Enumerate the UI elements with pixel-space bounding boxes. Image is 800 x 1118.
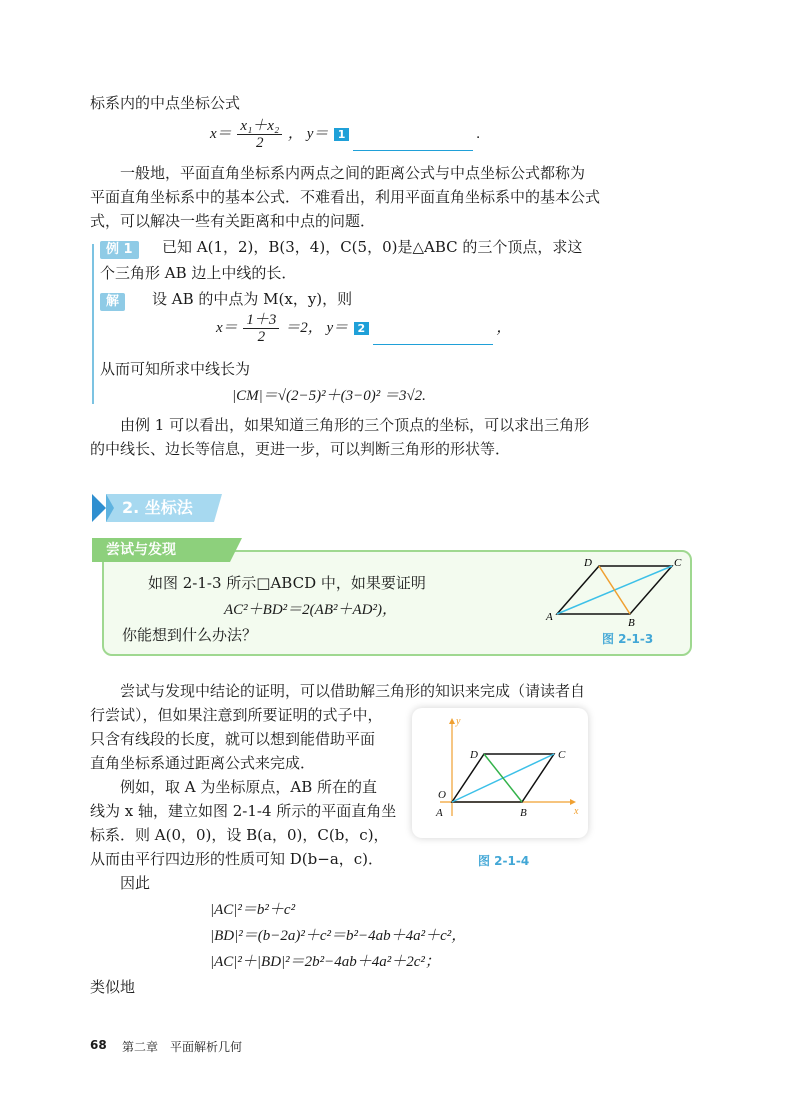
label-o: O — [438, 789, 446, 801]
solution-label: 解 — [100, 293, 125, 311]
text-line: 类似地 — [90, 978, 136, 996]
text-line: 标系内的中点坐标公式 — [90, 94, 241, 112]
try-formula: AC²＋BD²＝2(AB²＋AD²)， — [224, 602, 397, 618]
y-equals: y＝ — [306, 125, 329, 142]
text-line: 行尝试），但如果注意到所要证明的式子中， — [90, 706, 383, 724]
fraction-numerator: 1＋3 — [243, 312, 279, 329]
blank-number-box: 2 — [354, 322, 369, 335]
text-line: 从而可知所求中线长为 — [100, 360, 251, 378]
text-line: 个三角形 AB 边上中线的长． — [100, 264, 297, 282]
example-label: 例 1 — [100, 241, 139, 259]
text-line: 如图 2-1-3 所示□ABCD 中，如果要证明 — [148, 574, 426, 592]
blank-number-box: 1 — [334, 128, 349, 141]
label-d: D — [470, 749, 478, 761]
text-line: 线为 x 轴，建立如图 2-1-4 所示的平面直角坐 — [90, 802, 397, 820]
text-line: 的中线长、边长等信息，更进一步，可以判断三角形的形状等． — [90, 440, 511, 458]
label-d: D — [584, 558, 592, 569]
text-line: 平面直角坐标系中的基本公式．不难看出，利用平面直角坐标系中的基本公式 — [90, 188, 601, 206]
label-b: B — [520, 807, 527, 819]
text-line: 已知 A(1，2)，B(3，4)，C(5，0)是△ABC 的三个顶点，求这 — [162, 238, 583, 256]
figure-caption: 图 2-1-4 — [478, 854, 530, 868]
period: . — [476, 125, 481, 142]
example-sidebar — [92, 244, 94, 404]
x-equals: x＝ — [216, 319, 238, 336]
fraction-denominator: 2 — [257, 329, 266, 345]
label-c: C — [558, 749, 566, 761]
axis-label-y: y — [456, 716, 461, 727]
text-line: 直角坐标系通过距离公式来完成． — [90, 754, 316, 772]
comma: ， — [496, 319, 512, 336]
label-a: A — [436, 807, 443, 819]
blank-line — [353, 138, 473, 151]
axis-label-x: x — [574, 806, 579, 817]
y-equals: y＝ — [326, 319, 349, 336]
try-tab — [92, 538, 242, 562]
figure-2-1-4 — [412, 708, 588, 838]
x-equals: x＝ — [210, 125, 232, 142]
separator: ， — [287, 125, 303, 142]
result: ＝2， — [285, 319, 323, 336]
text-line: 标系．则 A(0，0)，设 B(a，0)，C(b，c)， — [90, 826, 389, 844]
text-line: 一般地，平面直角坐标系内两点之间的距离公式与中点坐标公式都称为 — [120, 164, 586, 182]
chapter-title: 第二章 平面解析几何 — [122, 1040, 243, 1054]
text-line: 例如，取 A 为坐标原点，AB 所在的直 — [120, 778, 377, 796]
cm-formula: |CM|＝√(2−5)²＋(3−0)² ＝3√2. — [232, 388, 426, 404]
equation: |AC|²＝b²＋c² — [210, 902, 296, 918]
figure-2-1-4-card — [412, 708, 588, 838]
text-line: 因此 — [120, 874, 151, 892]
label-b: B — [628, 617, 635, 628]
equation: |AC|²＋|BD|²＝2b²−4ab＋4a²＋2c²； — [210, 954, 440, 970]
text-line: 只含有线段的长度，就可以想到能借助平面 — [90, 730, 376, 748]
figure-caption: 图 2-1-3 — [602, 632, 654, 646]
text-line: 式，可以解决一些有关距离和中点的问题． — [90, 212, 376, 230]
text-line: 你能想到什么办法？ — [122, 626, 258, 644]
example-tag — [100, 238, 139, 259]
fraction-numerator: x₁＋x₂ — [237, 118, 282, 135]
tab-label: 尝试与发现 — [106, 542, 176, 558]
text-line: 尝试与发现中结论的证明，可以借助解三角形的知识来完成（请读者自 — [120, 682, 586, 700]
text-line: 由例 1 可以看出，如果知道三角形的三个顶点的坐标，可以求出三角形 — [120, 416, 590, 434]
try-discover-box — [92, 538, 692, 656]
solution-formula — [216, 312, 511, 345]
solution-tag — [100, 290, 125, 311]
blank-line — [373, 332, 493, 345]
text-line: 从而由平行四边形的性质可知 D(b−a，c)． — [90, 850, 384, 868]
section-title: 2. 坐标法 — [122, 498, 193, 517]
section-banner — [92, 494, 222, 522]
fraction-denominator: 2 — [256, 135, 264, 151]
equation: |BD|²＝(b−2a)²＋c²＝b²−4ab＋4a²＋c²， — [210, 928, 467, 944]
midpoint-formula — [210, 118, 480, 151]
text-line: 设 AB 的中点为 M(x，y)，则 — [152, 290, 353, 308]
fraction — [243, 312, 279, 345]
label-c: C — [674, 558, 682, 569]
page-number: 68 — [90, 1038, 107, 1052]
figure-2-1-3 — [542, 558, 682, 628]
label-a: A — [546, 611, 553, 623]
fraction — [237, 118, 282, 151]
